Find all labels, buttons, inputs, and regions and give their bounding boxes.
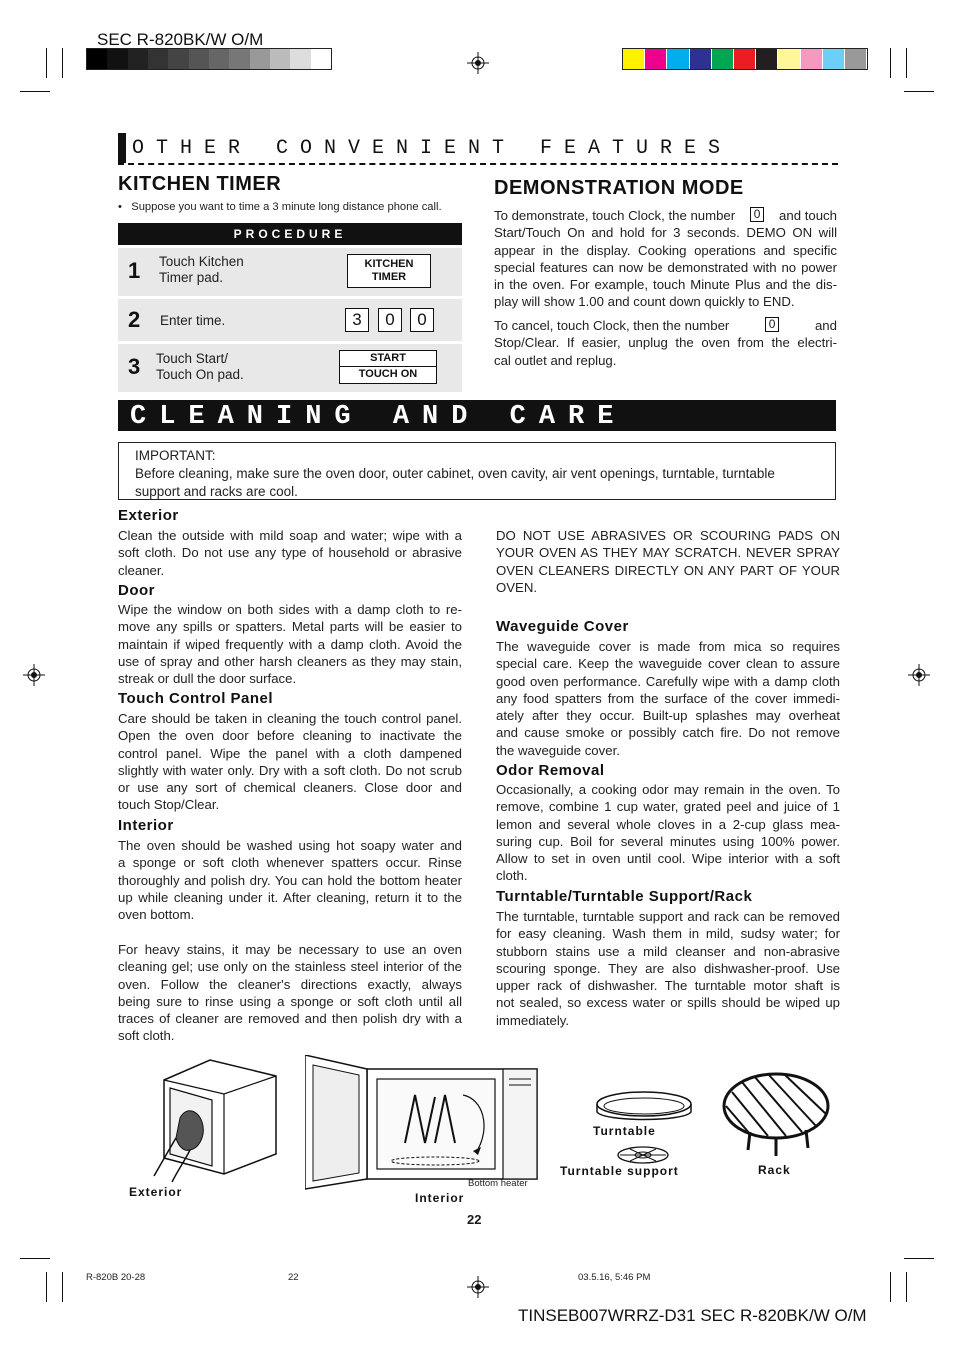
waveguide-heading: Waveguide Cover	[496, 618, 629, 635]
crop-mark	[62, 1272, 63, 1302]
procedure-step-3	[118, 344, 462, 392]
exterior-cleaning-illustration	[150, 1058, 278, 1183]
step-text	[156, 351, 244, 383]
text-line: use of spray and other harsh cleaners as they may stain,	[118, 653, 462, 669]
kitchen-timer-heading: KITCHEN TIMER	[118, 173, 282, 195]
interior-caption: Interior	[415, 1191, 465, 1205]
text-line: maintain if wiped frequently with a damp cloth. Avoid the	[118, 636, 462, 652]
gray-swatch	[270, 49, 290, 69]
key-line: KITCHEN	[364, 258, 414, 270]
dashed-rule	[118, 163, 838, 165]
step-text-line: Timer pad.	[159, 270, 224, 285]
gray-swatch	[128, 49, 148, 69]
crop-mark	[46, 1272, 47, 1302]
color-swatch	[756, 49, 778, 69]
text-line: up while cleaning under it. After cleaning, return it to the	[118, 889, 462, 905]
bottom-heater-label: Bottom heater	[468, 1178, 528, 1189]
gray-swatch	[229, 49, 249, 69]
step-text-line: Touch On pad.	[156, 367, 244, 382]
text-line: control panel. Wipe the panel with a cloth dampened	[118, 745, 462, 761]
text-line: cal outlet and replug.	[494, 352, 617, 368]
odor-removal-heading: Odor Removal	[496, 762, 605, 779]
turntable-support-illustration	[616, 1145, 670, 1165]
demo-mode-paragraph-1	[494, 207, 837, 311]
turntable-heading: Turntable/Turntable Support/Rack	[496, 888, 753, 905]
color-swatch	[712, 49, 734, 69]
text-line: Wipe the window on both sides with a damp cloth to re-	[118, 602, 462, 617]
abrasive-warning-text	[496, 527, 840, 596]
crop-mark	[904, 1258, 934, 1259]
text-line: good oven performance. Carefully wipe with a damp cloth	[496, 673, 840, 689]
text-line: being sure to rinse using a sponge or soft cloth until all	[118, 993, 462, 1009]
text-line: for easy cleaning. Wash them in mild, sudsy water; for	[496, 926, 840, 942]
digit-0: 0	[378, 308, 402, 332]
footer-file-name: R-820B 20-28	[86, 1272, 146, 1283]
procedure-step-1	[118, 248, 462, 296]
crop-mark	[906, 1272, 907, 1302]
text-line: or use any sort of chemical cleaners. Close door and	[118, 780, 462, 796]
footer-timestamp: 03.5.16, 5:46 PM	[578, 1272, 651, 1283]
registration-mark-icon	[23, 664, 45, 686]
demo-mode-paragraph-2	[494, 317, 837, 369]
procedure-step-2	[118, 299, 462, 341]
color-swatch	[623, 49, 645, 69]
text-line: play will show 1.00 and count down quickly to END.	[494, 294, 795, 310]
text-line: move any spills or spatters. Metal parts will be easier to	[118, 619, 462, 635]
text-line: Open the oven door before cleaning to inactivate the	[118, 728, 462, 744]
interior-text	[118, 837, 462, 923]
section-heading-other-features	[118, 133, 838, 165]
text-line: Care should be taken in cleaning the touch control panel.	[118, 711, 462, 726]
rack-caption: Rack	[758, 1163, 791, 1177]
gray-swatch	[209, 49, 229, 69]
text-line: YOUR OVEN AS THEY MAY SCRATCH. NEVER SPRAY	[496, 545, 840, 561]
text-line: special features can now be demonstrated with no power	[494, 259, 837, 275]
important-notice-box	[118, 442, 836, 500]
text-line: cloth.	[496, 868, 528, 884]
color-swatch	[801, 49, 823, 69]
cleaning-care-banner	[118, 400, 836, 431]
gray-swatch	[250, 49, 270, 69]
color-swatch	[823, 49, 845, 69]
important-text-line: support and racks are cool.	[135, 484, 298, 499]
text-line: slightly with water only. Dry with a soft cloth. Do not scrub	[118, 762, 462, 778]
text-line: Clean the outside with mild soap and water; wipe with a	[118, 528, 462, 543]
procedure-header: PROCEDURE	[118, 223, 462, 245]
registration-mark-icon	[908, 664, 930, 686]
gray-swatch	[290, 49, 310, 69]
crop-mark	[890, 1272, 891, 1302]
digit-0: 0	[410, 308, 434, 332]
interior-text-2	[118, 941, 462, 1045]
text-line	[494, 207, 837, 224]
color-calibration-strip	[622, 48, 868, 70]
crop-mark	[62, 48, 63, 78]
odor-removal-text	[496, 781, 840, 885]
color-swatch	[667, 49, 689, 69]
text-line: soft cloth.	[118, 1028, 175, 1044]
color-swatch	[645, 49, 667, 69]
text-line: scouring sponge. They are also dishwasher-proof. Use	[496, 960, 840, 976]
interior-cleaning-illustration	[305, 1055, 540, 1190]
text-line: upper rack of dishwasher. The turntable motor shaft is	[496, 978, 840, 994]
text-line: Occasionally, a cooking odor may remain in the oven. To	[496, 782, 840, 797]
text-line: cleaner.	[118, 562, 165, 578]
turntable-illustration	[594, 1090, 694, 1126]
text-line: OVEN.	[496, 579, 538, 595]
text-line: cleaning gel; use only on the stainless steel interior of the	[118, 959, 462, 975]
text-line: not sealed, so excess water or spills should be wiped up	[496, 995, 840, 1011]
turntable-caption: Turntable	[593, 1124, 656, 1138]
crop-mark	[906, 48, 907, 78]
exterior-heading: Exterior	[118, 507, 179, 524]
color-swatch	[845, 49, 867, 69]
text-line: suring cup. Boil for several minutes using 100% power.	[496, 833, 840, 849]
text-line: oven. Follow the cleaner's directions exactly, always	[118, 976, 462, 992]
section-title: CLEANING AND CARE	[130, 402, 627, 432]
text-line: DO NOT USE ABRASIVES OR SCOURING PADS ON	[496, 528, 840, 543]
registration-mark-icon	[467, 52, 489, 74]
step-text-line: Touch Kitchen	[159, 254, 244, 269]
text-line: any food spatters from the surface of the cover immedi-	[496, 690, 840, 706]
demo-mode-heading: DEMONSTRATION MODE	[494, 177, 744, 199]
text-line: soft cloth. Do not use any type of household or abrasive	[118, 545, 462, 561]
text-line: For heavy stains, it may be necessary to use an oven	[118, 942, 462, 957]
crop-mark	[890, 48, 891, 78]
text-line: oven bottom.	[118, 907, 195, 923]
bullet-text: Suppose you want to time a 3 minute long distance phone call.	[131, 201, 442, 213]
gray-calibration-strip	[86, 48, 332, 70]
text-line: special care. Keep the waveguide cover clean to assure	[496, 656, 840, 672]
gray-swatch	[168, 49, 188, 69]
text-line: The oven should be washed using hot soapy water and	[118, 838, 462, 853]
key-line: TOUCH ON	[358, 368, 418, 380]
gray-swatch	[189, 49, 209, 69]
touch-panel-heading: Touch Control Panel	[118, 690, 274, 707]
digit-box: 0	[750, 207, 765, 222]
exterior-text	[118, 527, 462, 579]
key-line: START	[340, 351, 436, 367]
text-line: remove, combine 1 cup water, grated peel and juice of 1	[496, 799, 840, 815]
interior-heading: Interior	[118, 817, 174, 834]
text-line	[494, 317, 837, 334]
text-line: and cause smoke or possibly catch fire. Do not remove	[496, 725, 840, 741]
gray-swatch	[107, 49, 127, 69]
text-line: a sponge or soft cloth whenever spatters occur. Rinse	[118, 855, 462, 871]
text-line: the waveguide cover.	[496, 742, 620, 758]
footer-page: 22	[288, 1272, 299, 1283]
crop-mark	[904, 91, 934, 92]
turntable-text	[496, 908, 840, 1029]
step-text: Enter time.	[160, 313, 226, 328]
text-span: and	[814, 318, 837, 333]
text-line: The waveguide cover is made from mica so requires	[496, 639, 840, 654]
key-line: TIMER	[371, 271, 407, 283]
page-number: 22	[467, 1212, 482, 1227]
text-line: Start/Touch On and hold for 3 seconds. DEMO ON will	[494, 225, 837, 241]
digit-3: 3	[345, 308, 369, 332]
rack-illustration	[720, 1070, 832, 1158]
header-model-code: SEC R-820BK/W O/M	[97, 30, 264, 49]
kitchen-timer-bullet: • Suppose you want to time a 3 minute long distance phone call.	[118, 201, 442, 213]
waveguide-text	[496, 638, 840, 759]
color-swatch	[734, 49, 756, 69]
text-line: traces of cleaner are removed and then polish dry with a	[118, 1011, 462, 1027]
crop-mark	[20, 91, 50, 92]
procedure-table	[118, 223, 462, 391]
exterior-caption: Exterior	[129, 1185, 183, 1199]
text-line: appear in the display. Cooking operations and specific	[494, 242, 837, 258]
touch-panel-text	[118, 710, 462, 814]
text-line: Stop/Clear. If easier, unplug the oven from the electri-	[494, 335, 837, 351]
heading-bar	[118, 133, 126, 163]
text-line: Allow to set in oven until cool. Wipe interior with a soft	[496, 851, 840, 867]
text-span: and touch	[779, 208, 837, 223]
step-number: 2	[128, 307, 141, 332]
text-line: lemon and several whole cloves in a 2-cup glass mea-	[496, 816, 840, 832]
important-text-line: Before cleaning, make sure the oven door, outer cabinet, oven cavity, air vent openings, turntable, turntable	[135, 466, 775, 481]
color-swatch	[690, 49, 712, 69]
text-line: in the oven. For example, touch Minute Plus and the dis-	[494, 277, 837, 293]
gray-swatch	[148, 49, 168, 69]
door-text	[118, 601, 462, 687]
text-line: thoroughly and polish dry. You can hold the bottom heater	[118, 872, 462, 888]
registration-mark-icon	[467, 1276, 489, 1298]
text-span: To cancel, touch Clock, then the number	[494, 318, 730, 333]
digit-box: 0	[765, 317, 780, 332]
crop-mark	[46, 48, 47, 78]
text-line: immediately.	[496, 1012, 570, 1028]
text-span: To demonstrate, touch Clock, the number	[494, 208, 736, 223]
start-touch-on-key	[339, 350, 437, 384]
step-number: 3	[128, 354, 141, 379]
color-swatch	[778, 49, 800, 69]
text-line: The turntable, turntable support and rack can be removed	[496, 909, 840, 924]
gray-swatch	[87, 49, 107, 69]
footer-code: TINSEB007WRRZ-D31 SEC R-820BK/W O/M	[518, 1306, 867, 1325]
turntable-support-caption: Turntable support	[560, 1164, 679, 1178]
important-label: IMPORTANT:	[135, 448, 216, 463]
text-line: ately after they occur. Built-up splashes may overheat	[496, 708, 840, 724]
step-text-line: Touch Start/	[156, 351, 229, 366]
crop-mark	[20, 1258, 50, 1259]
step-text	[159, 254, 244, 286]
kitchen-timer-key	[347, 254, 431, 288]
text-line: stubborn stains use a mild cleanser and non-abrasive	[496, 943, 840, 959]
text-line: OVEN CLEANERS DIRECTLY ON ANY PART OF YOUR	[496, 562, 840, 578]
text-line: streak or dull the door surface.	[118, 671, 297, 687]
text-line: touch Stop/Clear.	[118, 797, 220, 813]
section-title: OTHER CONVENIENT FEATURES	[132, 137, 733, 160]
gray-swatch	[311, 49, 331, 69]
step-number: 1	[128, 258, 141, 283]
door-heading: Door	[118, 582, 155, 599]
